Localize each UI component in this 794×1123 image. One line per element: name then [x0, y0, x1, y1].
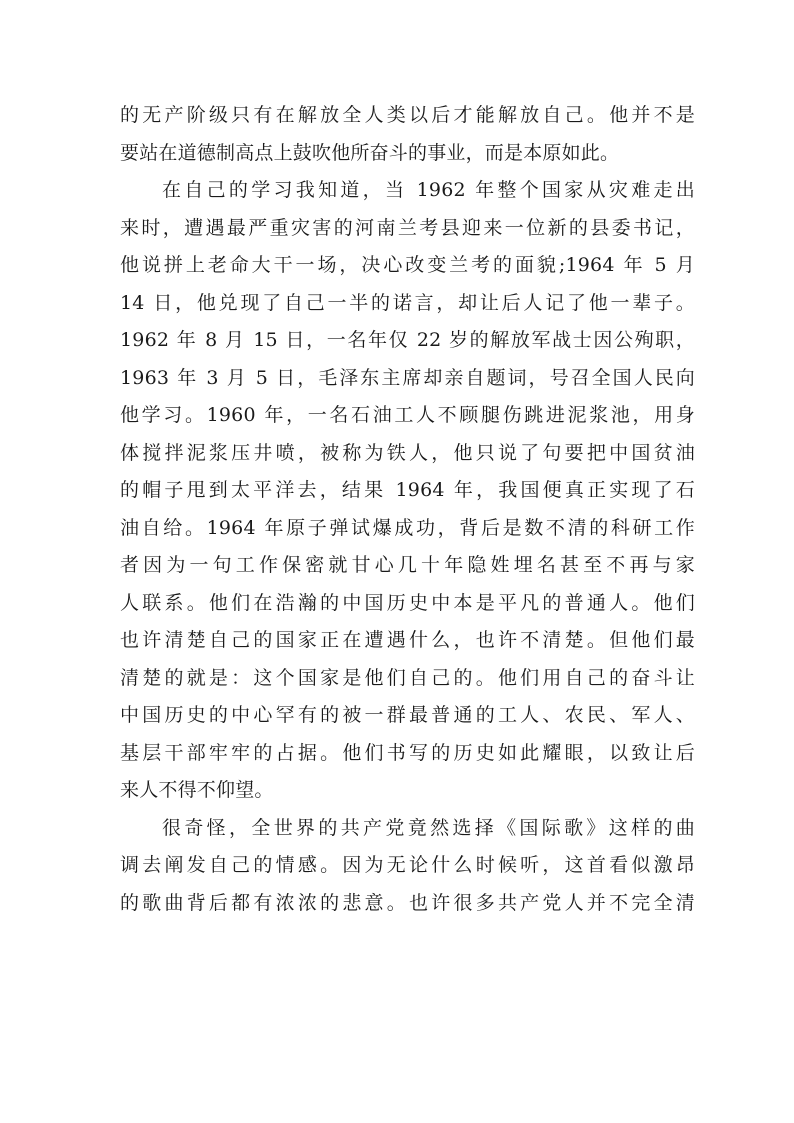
text-line: 基层干部牢牢的占据。他们书写的历史如此耀眼，以致让后	[120, 741, 695, 764]
text-line: 很奇怪，全世界的共产党竟然选择《国际歌》这样的曲	[162, 816, 695, 839]
text-line: 人联系。他们在浩瀚的中国历史中本是平凡的普通人。他们	[120, 591, 695, 614]
text-line: 1962 年 8 月 15 日，一名年仅 22 岁的解放军战士因公殉职，	[120, 329, 695, 351]
text-line: 来时，遭遇最严重灾害的河南兰考县迎来一位新的县委书记，	[120, 216, 695, 239]
paragraph-3	[120, 810, 695, 923]
text-line: 他学习。1960 年，一名石油工人不顾腿伤跳进泥浆池，用身	[120, 404, 695, 426]
text-line: 在自己的学习我知道，当 1962 年整个国家从灾难走出	[162, 179, 695, 201]
text-line: 体搅拌泥浆压井喷，被称为铁人，他只说了句要把中国贫油	[120, 441, 695, 464]
paragraph-2	[120, 172, 695, 810]
text-line: 清楚的就是：这个国家是他们自己的。他们用自己的奋斗让	[120, 666, 695, 689]
text-line: 14 日，他兑现了自己一半的诺言，却让后人记了他一辈子。	[120, 291, 695, 314]
text-line: 的无产阶级只有在解放全人类以后才能解放自己。他并不是	[120, 104, 695, 126]
text-line: 的帽子甩到太平洋去，结果 1964 年，我国便真正实现了石	[120, 479, 695, 501]
text-line: 要站在道德制高点上鼓吹他所奋斗的事业，而是本原如此。	[120, 141, 620, 164]
text-line: 也许清楚自己的国家正在遭遇什么，也许不清楚。但他们最	[120, 629, 695, 651]
text-line: 来人不得不仰望。	[120, 779, 274, 801]
text-line: 1963 年 3 月 5 日，毛泽东主席却亲自题词，号召全国人民向	[120, 366, 695, 389]
paragraph-1	[120, 97, 695, 172]
text-line: 他说拼上老命大干一场，决心改变兰考的面貌;1964 年 5 月	[120, 254, 695, 276]
text-line: 者因为一句工作保密就甘心几十年隐姓埋名甚至不再与家	[120, 554, 695, 576]
text-line: 的歌曲背后都有浓浓的悲意。也许很多共产党人并不完全清	[120, 891, 695, 914]
body-text	[120, 97, 695, 922]
text-line: 调去阐发自己的情感。因为无论什么时候听，这首看似激昂	[120, 854, 695, 876]
text-line: 中国历史的中心罕有的被一群最普通的工人、农民、军人、	[120, 704, 695, 726]
text-line: 油自给。1964 年原子弹试爆成功，背后是数不清的科研工作	[120, 516, 695, 539]
